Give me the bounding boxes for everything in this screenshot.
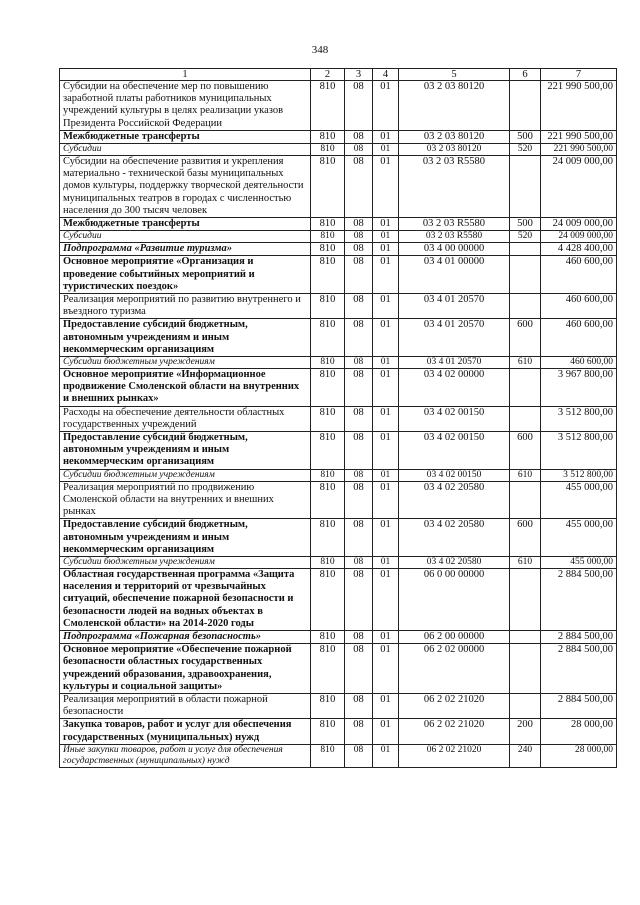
row-name-cell: Предоставление субсидий бюджетным, автономным учреждениям и иным некоммерческим организациям <box>60 319 311 357</box>
row-subsection-cell: 01 <box>373 719 399 744</box>
row-ministry-cell: 810 <box>311 369 345 407</box>
row-section-cell: 08 <box>345 568 373 630</box>
row-target-cell: 03 2 03 R5580 <box>399 156 510 218</box>
row-amount-cell: 455 000,00 <box>541 519 617 557</box>
row-target-cell: 03 4 01 20570 <box>399 319 510 357</box>
row-name-cell: Субсидии на обеспечение мер по повышению заработной платы работников муниципальных учреждений культуры в целях реализации указов Президента Российской Федерации <box>60 81 311 131</box>
row-amount-cell: 2 884 500,00 <box>541 693 617 718</box>
row-amount-cell: 455 000,00 <box>541 556 617 568</box>
row-amount-cell: 28 000,00 <box>541 744 617 767</box>
row-subsection-cell: 01 <box>373 644 399 694</box>
row-amount-cell: 460 600,00 <box>541 319 617 357</box>
row-section-cell: 08 <box>345 406 373 431</box>
table-row <box>60 294 617 319</box>
row-amount-cell: 221 990 500,00 <box>541 130 617 143</box>
row-ministry-cell: 810 <box>311 294 345 319</box>
table-row <box>60 130 617 143</box>
header-cell-6: 6 <box>510 69 541 81</box>
row-name-cell: Закупка товаров, работ и услуг для обеспечения государственных (муниципальных) нужд <box>60 719 311 744</box>
row-amount-cell: 460 600,00 <box>541 256 617 294</box>
table-row <box>60 406 617 431</box>
row-subsection-cell: 01 <box>373 156 399 218</box>
row-subsection-cell: 01 <box>373 630 399 643</box>
row-subsection-cell: 01 <box>373 556 399 568</box>
table-row <box>60 319 617 357</box>
row-name-cell: Межбюджетные трансферты <box>60 218 311 231</box>
row-type-cell: 520 <box>510 144 541 156</box>
row-amount-cell: 460 600,00 <box>541 294 617 319</box>
row-ministry-cell: 810 <box>311 130 345 143</box>
row-name-cell: Субсидии бюджетным учреждениям <box>60 556 311 568</box>
header-cell-5: 5 <box>399 69 510 81</box>
row-type-cell: 240 <box>510 744 541 767</box>
row-ministry-cell: 810 <box>311 81 345 131</box>
row-type-cell: 600 <box>510 432 541 470</box>
row-section-cell: 08 <box>345 369 373 407</box>
row-amount-cell: 2 884 500,00 <box>541 568 617 630</box>
row-amount-cell: 2 884 500,00 <box>541 630 617 643</box>
header-cell-7: 7 <box>541 69 617 81</box>
row-amount-cell: 2 884 500,00 <box>541 644 617 694</box>
row-ministry-cell: 810 <box>311 719 345 744</box>
row-ministry-cell: 810 <box>311 630 345 643</box>
row-type-cell: 200 <box>510 719 541 744</box>
row-target-cell: 03 4 02 00150 <box>399 406 510 431</box>
table-row <box>60 630 617 643</box>
row-name-cell: Субсидии бюджетным учреждениям <box>60 357 311 369</box>
row-subsection-cell: 01 <box>373 243 399 256</box>
row-section-cell: 08 <box>345 218 373 231</box>
table-row <box>60 519 617 557</box>
row-name-cell: Предоставление субсидий бюджетным, автономным учреждениям и иным некоммерческим организациям <box>60 519 311 557</box>
row-type-cell: 600 <box>510 519 541 557</box>
row-section-cell: 08 <box>345 432 373 470</box>
header-cell-1: 1 <box>60 69 311 81</box>
row-ministry-cell: 810 <box>311 319 345 357</box>
row-subsection-cell: 01 <box>373 519 399 557</box>
row-target-cell: 03 4 01 00000 <box>399 256 510 294</box>
row-section-cell: 08 <box>345 519 373 557</box>
table-row <box>60 744 617 767</box>
row-amount-cell: 24 009 000,00 <box>541 218 617 231</box>
row-target-cell: 03 4 01 20570 <box>399 294 510 319</box>
row-section-cell: 08 <box>345 556 373 568</box>
row-amount-cell: 221 990 500,00 <box>541 81 617 131</box>
row-target-cell: 03 4 02 20580 <box>399 519 510 557</box>
budget-table <box>59 68 617 768</box>
row-subsection-cell: 01 <box>373 294 399 319</box>
row-section-cell: 08 <box>345 719 373 744</box>
row-section-cell: 08 <box>345 294 373 319</box>
row-subsection-cell: 01 <box>373 81 399 131</box>
row-type-cell <box>510 568 541 630</box>
row-subsection-cell: 01 <box>373 406 399 431</box>
row-amount-cell: 3 512 800,00 <box>541 432 617 470</box>
header-row <box>60 69 617 81</box>
row-ministry-cell: 810 <box>311 256 345 294</box>
row-type-cell: 610 <box>510 469 541 481</box>
table-row <box>60 218 617 231</box>
row-target-cell: 03 2 03 80120 <box>399 130 510 143</box>
row-section-cell: 08 <box>345 693 373 718</box>
row-amount-cell: 4 428 400,00 <box>541 243 617 256</box>
row-ministry-cell: 810 <box>311 218 345 231</box>
row-section-cell: 08 <box>345 469 373 481</box>
table-row <box>60 693 617 718</box>
row-name-cell: Подпрограмма «Пожарная безопасность» <box>60 630 311 643</box>
row-type-cell <box>510 630 541 643</box>
row-amount-cell: 3 967 800,00 <box>541 369 617 407</box>
row-name-cell: Субсидии бюджетным учреждениям <box>60 469 311 481</box>
row-name-cell: Расходы на обеспечение деятельности областных государственных учреждений <box>60 406 311 431</box>
row-amount-cell: 455 000,00 <box>541 481 617 519</box>
row-name-cell: Реализация мероприятий по продвижению Смоленской области на внутренних и внешних рынках <box>60 481 311 519</box>
row-amount-cell: 460 600,00 <box>541 357 617 369</box>
row-target-cell: 03 4 00 00000 <box>399 243 510 256</box>
row-name-cell: Субсидии на обеспечение развития и укрепления материально - технической базы муниципальных домов культуры, поддержку творческой деятельности муниципальных театров в городах с численностью населения до 300 тысяч человек <box>60 156 311 218</box>
row-amount-cell: 3 512 800,00 <box>541 469 617 481</box>
table-row <box>60 556 617 568</box>
table-row <box>60 243 617 256</box>
row-ministry-cell: 810 <box>311 144 345 156</box>
row-amount-cell: 3 512 800,00 <box>541 406 617 431</box>
row-amount-cell: 24 009 000,00 <box>541 156 617 218</box>
row-ministry-cell: 810 <box>311 519 345 557</box>
row-subsection-cell: 01 <box>373 357 399 369</box>
row-type-cell <box>510 481 541 519</box>
row-section-cell: 08 <box>345 256 373 294</box>
row-subsection-cell: 01 <box>373 481 399 519</box>
row-target-cell: 03 4 01 20570 <box>399 357 510 369</box>
row-ministry-cell: 810 <box>311 481 345 519</box>
row-name-cell: Реализация мероприятий по развитию внутреннего и въездного туризма <box>60 294 311 319</box>
row-name-cell: Основное мероприятие «Организация и проведение событийных мероприятий и туристических поездок» <box>60 256 311 294</box>
row-subsection-cell: 01 <box>373 218 399 231</box>
row-type-cell <box>510 693 541 718</box>
row-name-cell: Межбюджетные трансферты <box>60 130 311 143</box>
table-row <box>60 644 617 694</box>
row-ministry-cell: 810 <box>311 156 345 218</box>
row-name-cell: Основное мероприятие «Информационное продвижение Смоленской области на внутренних и внешних рынках» <box>60 369 311 407</box>
page-number: 348 <box>311 44 329 56</box>
row-ministry-cell: 810 <box>311 744 345 767</box>
row-subsection-cell: 01 <box>373 369 399 407</box>
table-row <box>60 481 617 519</box>
row-target-cell: 03 4 02 00150 <box>399 469 510 481</box>
header-cell-3: 3 <box>345 69 373 81</box>
row-subsection-cell: 01 <box>373 256 399 294</box>
row-subsection-cell: 01 <box>373 130 399 143</box>
row-name-cell: Субсидии <box>60 231 311 243</box>
row-type-cell <box>510 243 541 256</box>
row-section-cell: 08 <box>345 319 373 357</box>
row-name-cell: Иные закупки товаров, работ и услуг для обеспечения государственных (муниципальных) нужд <box>60 744 311 767</box>
table-row <box>60 719 617 744</box>
row-ministry-cell: 810 <box>311 556 345 568</box>
row-subsection-cell: 01 <box>373 432 399 470</box>
row-subsection-cell: 01 <box>373 144 399 156</box>
table-row <box>60 432 617 470</box>
row-name-cell: Предоставление субсидий бюджетным, автономным учреждениям и иным некоммерческим организациям <box>60 432 311 470</box>
row-subsection-cell: 01 <box>373 231 399 243</box>
table-row <box>60 144 617 156</box>
row-name-cell: Реализация мероприятий в области пожарной безопасности <box>60 693 311 718</box>
row-ministry-cell: 810 <box>311 357 345 369</box>
row-type-cell <box>510 81 541 131</box>
row-type-cell <box>510 369 541 407</box>
row-section-cell: 08 <box>345 243 373 256</box>
row-target-cell: 03 2 03 80120 <box>399 81 510 131</box>
row-type-cell <box>510 644 541 694</box>
row-ministry-cell: 810 <box>311 406 345 431</box>
table-row <box>60 357 617 369</box>
row-subsection-cell: 01 <box>373 744 399 767</box>
row-type-cell <box>510 406 541 431</box>
header-cell-2: 2 <box>311 69 345 81</box>
row-ministry-cell: 810 <box>311 432 345 470</box>
row-type-cell <box>510 294 541 319</box>
row-ministry-cell: 810 <box>311 644 345 694</box>
row-type-cell: 500 <box>510 218 541 231</box>
table-row <box>60 156 617 218</box>
row-target-cell: 03 4 02 00000 <box>399 369 510 407</box>
row-target-cell: 03 2 03 R5580 <box>399 218 510 231</box>
row-subsection-cell: 01 <box>373 693 399 718</box>
row-target-cell: 03 2 03 80120 <box>399 144 510 156</box>
row-type-cell: 610 <box>510 357 541 369</box>
row-amount-cell: 28 000,00 <box>541 719 617 744</box>
row-ministry-cell: 810 <box>311 469 345 481</box>
row-target-cell: 03 4 02 00150 <box>399 432 510 470</box>
table-row <box>60 256 617 294</box>
row-target-cell: 06 2 02 21020 <box>399 719 510 744</box>
table-row <box>60 81 617 131</box>
row-section-cell: 08 <box>345 130 373 143</box>
row-section-cell: 08 <box>345 357 373 369</box>
row-section-cell: 08 <box>345 144 373 156</box>
row-ministry-cell: 810 <box>311 693 345 718</box>
row-name-cell: Основное мероприятие «Обеспечение пожарной безопасности областных государственных учреждений образования, здравоохранения, культуры и социальной защиты» <box>60 644 311 694</box>
row-target-cell: 06 2 02 21020 <box>399 744 510 767</box>
row-section-cell: 08 <box>345 156 373 218</box>
row-ministry-cell: 810 <box>311 231 345 243</box>
table-row <box>60 469 617 481</box>
row-target-cell: 06 2 02 00000 <box>399 644 510 694</box>
row-ministry-cell: 810 <box>311 243 345 256</box>
row-type-cell: 600 <box>510 319 541 357</box>
row-amount-cell: 24 009 000,00 <box>541 231 617 243</box>
row-section-cell: 08 <box>345 644 373 694</box>
row-name-cell: Субсидии <box>60 144 311 156</box>
table-row <box>60 369 617 407</box>
row-type-cell: 520 <box>510 231 541 243</box>
row-amount-cell: 221 990 500,00 <box>541 144 617 156</box>
row-section-cell: 08 <box>345 481 373 519</box>
row-target-cell: 06 2 02 21020 <box>399 693 510 718</box>
row-subsection-cell: 01 <box>373 568 399 630</box>
row-subsection-cell: 01 <box>373 319 399 357</box>
row-target-cell: 03 4 02 20580 <box>399 556 510 568</box>
header-cell-4: 4 <box>373 69 399 81</box>
row-target-cell: 06 2 00 00000 <box>399 630 510 643</box>
row-name-cell: Областная государственная программа «Защита населения и территорий от чрезвычайных ситуаций, обеспечение пожарной безопасности и безопасности людей на водных объектах в Смоленской области» на 2014-2020 годы <box>60 568 311 630</box>
row-section-cell: 08 <box>345 81 373 131</box>
row-target-cell: 06 0 00 00000 <box>399 568 510 630</box>
row-name-cell: Подпрограмма «Развитие туризма» <box>60 243 311 256</box>
row-type-cell <box>510 156 541 218</box>
row-target-cell: 03 2 03 R5580 <box>399 231 510 243</box>
table-row <box>60 231 617 243</box>
row-type-cell <box>510 256 541 294</box>
row-type-cell: 610 <box>510 556 541 568</box>
row-section-cell: 08 <box>345 231 373 243</box>
row-type-cell: 500 <box>510 130 541 143</box>
table-row <box>60 568 617 630</box>
row-ministry-cell: 810 <box>311 568 345 630</box>
row-section-cell: 08 <box>345 630 373 643</box>
row-section-cell: 08 <box>345 744 373 767</box>
row-subsection-cell: 01 <box>373 469 399 481</box>
row-target-cell: 03 4 02 20580 <box>399 481 510 519</box>
